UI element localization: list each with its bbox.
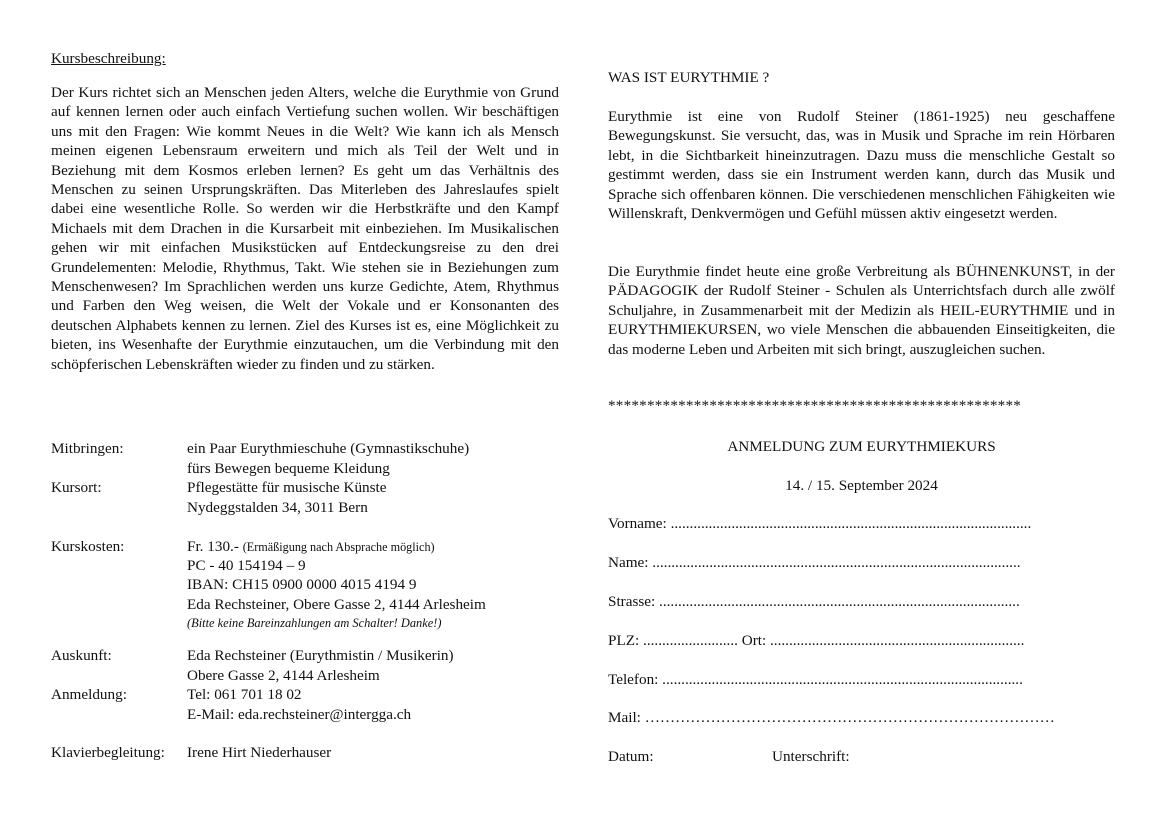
mitbringen-label: Mitbringen: — [51, 440, 124, 457]
kursort-value-1: Pflegestätte für musische Künste — [187, 479, 387, 496]
kurskosten-iban: IBAN: CH15 0900 0000 4015 4194 9 — [187, 576, 417, 593]
telefon-field: Telefon: ............................................................................................... — [608, 671, 1023, 688]
plz-ort-field: PLZ: ......................... Ort: ................................................................... — [608, 632, 1025, 649]
anmeldung-tel: Tel: 061 701 18 02 — [187, 686, 302, 703]
kurskosten-price: Fr. 130.- — [187, 538, 239, 555]
eurythmy-paragraph-2: Die Eurythmie findet heute eine große Verbreitung als BÜHNENKUNST, in der PÄDAGOGIK der Rudolf Steiner - Schulen als Unterrichtsfach durch alle zwölf Schuljahre, in Zusammenarbeit mit der Medizin als HEIL-EURYTHMIE und in EURYTHMIEKURSEN, wo viele Menschen die abbauenden Einseitigkeiten, die das moderne Leben und Arbeiten mit sich bringt, auszugleichen suchen. — [608, 263, 1115, 358]
auskunft-value-2: Obere Gasse 2, 4144 Arlesheim — [187, 667, 380, 684]
strasse-field: Strasse: ............................................................................................... — [608, 593, 1020, 610]
kurskosten-note: (Ermäßigung nach Absprache möglich) — [242, 540, 435, 554]
mitbringen-value-1: ein Paar Eurythmieschuhe (Gymnastikschuhe) — [187, 440, 470, 457]
kurskosten-label: Kurskosten: — [51, 538, 125, 555]
vorname-field: Vorname: ............................................................................................... — [608, 515, 1032, 532]
auskunft-value-1: Eda Rechsteiner (Eurythmistin / Musikerin) — [187, 647, 454, 664]
auskunft-label: Auskunft: — [51, 647, 112, 664]
kurskosten-pc: PC - 40 154194 – 9 — [187, 557, 306, 574]
course-description-heading: Kursbeschreibung: — [51, 50, 166, 67]
klavier-label: Klavierbegleitung: — [51, 744, 165, 761]
registration-title: ANMELDUNG ZUM EURYTHMIEKURS — [727, 438, 996, 455]
kurskosten-hint: (Bitte keine Bareinzahlungen am Schalter! Danke!) — [187, 616, 442, 630]
datum-field: Datum: — [608, 748, 654, 765]
kurskosten-account-holder: Eda Rechsteiner, Obere Gasse 2, 4144 Arlesheim — [187, 596, 486, 613]
what-is-eurythmy-heading: WAS IST EURYTHMIE ? — [608, 69, 770, 86]
eurythmy-paragraph-1: Eurythmie ist eine von Rudolf Steiner (1861-1925) neu geschaffene Bewegungskunst. Sie versucht, das, was in Musik und Sprache im rein Hörbaren lebt, in die Sichtbarkeit hineinzutragen. Dazu muss die menschliche Gestalt so gestimmt werden, dass sie ein Instrument werden kann, durch das Musik und Sprache sich offenbaren können. Die verschiedenen menschlichen Fähigkeiten wie Willenskraft, Denkvermögen und Gefühl müssen aktiv eingesetzt werden. — [608, 108, 1115, 223]
kurskosten-price-line — [187, 537, 435, 557]
registration-date: 14. / 15. September 2024 — [785, 477, 938, 494]
kursort-label: Kursort: — [51, 479, 102, 496]
unterschrift-field: Unterschrift: — [772, 748, 850, 765]
klavier-value: Irene Hirt Niederhauser — [187, 744, 332, 761]
anmeldung-email: E-Mail: eda.rechsteiner@intergga.ch — [187, 706, 412, 723]
mail-field: Mail: ……………………………………………………………………… — [608, 709, 1055, 726]
mitbringen-value-2: fürs Bewegen bequeme Kleidung — [187, 460, 390, 477]
kursort-value-2: Nydeggstalden 34, 3011 Bern — [187, 499, 368, 516]
separator-stars: ***************************************************** — [608, 397, 1022, 414]
name-field: Name: ................................................................................................. — [608, 554, 1021, 571]
anmeldung-label: Anmeldung: — [51, 686, 127, 703]
course-description-text: Der Kurs richtet sich an Menschen jeden Alters, welche die Eurythmie von Grund auf kennen lernen oder auch einfach Vertiefung suchen wollen. Wir beschäftigen uns mit den Fragen: Wie kommt Neues in die Welt? Wie kann ich als Mensch meinen eigenen Lebensraum erweitern und mich als Teil der Welt und in Beziehung mit dem Kosmos erleben lernen? Es geht um das Verhältnis des Menschen zu seinen Ursprungskräften. Das Miterleben des Jahreslaufes spielt dabei eine wesentliche Rolle. So werden wir die Herbstkräfte und den Kampf Michaels mit dem Drachen in die Kursarbeit mit einbeziehen. Im Musikalischen gehen wir mit einfachen Musikstücken auf Entdeckungsreise zu den drei Grundelementen: Melodie, Rhythmus, Takt. Wie stehen sie in Beziehungen zum Menschenwesen? Im Sprachlichen werden uns kurze Gedichte, Atem, Rhythmus und Farben den Weg weisen, die Welt der Vokale und er Konsonanten des deutschen Alphabets kennen zu lernen. Ziel des Kurses ist es, eine Möglichkeit zu bieten, ins Wesenhafte der Eurythmie einzutauchen, um die Verbindung mit den schöpferischen Lebenskräften wieder zu finden und zu stärken. — [51, 84, 559, 373]
